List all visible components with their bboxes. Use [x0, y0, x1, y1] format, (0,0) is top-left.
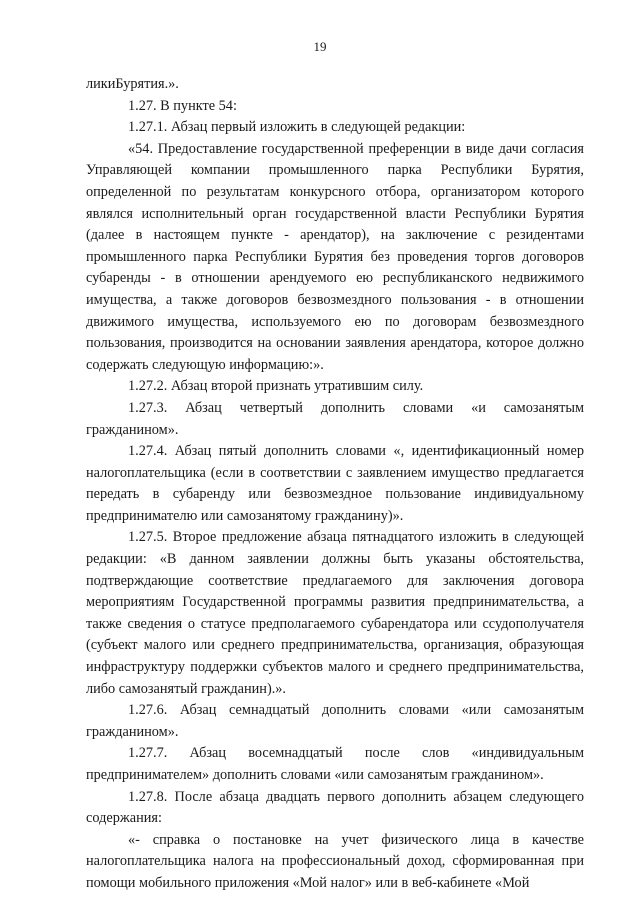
- paragraph-1-27-1: 1.27.1. Абзац первый изложить в следующей редакции:: [128, 119, 466, 136]
- paragraph-1-27-2: 1.27.2. Абзац второй признать утратившим силу.: [128, 378, 424, 395]
- paragraph-continuation: ликиБурятия.».: [86, 76, 179, 92]
- paragraph-quote-54: «54. Предоставление государственной преференции в виде дачи согласия Управляющей компании промышленного парка Республики Бурятия, определенной по результатам конкурсного отбора, организатором которого являлся исполнительный орган государственной власти Республики Бурятия (далее в настоящем пункте - арендатор), на заключение с резидентами промышленного парка Республики Бурятия без проведения торгов договоров субаренды - в отношении арендуемого ею республиканского недвижимого имущества, а также договоров безвозмездного пользования - в отношении движимого имущества, используемого ею по договорам безвозмездного пользования, производится на основании заявления арендатора, которое должно содержать следующую информацию:».: [86, 140, 584, 373]
- paragraph-1-27-5: 1.27.5. Второе предложение абзаца пятнадцатого изложить в следующей редакции: «В данном заявлении должны быть указаны обстоятельства, подтверждающие соответствие предлагаемого для заключения договора мероприятиям Государственной программы развития предпринимательства, а также сведения о статусе предполагаемого субарендатора или ссудополучателя (субъект малого или среднего предпринимательства, организация, образующая инфраструктуру поддержки субъектов малого и среднего предпринимательства, либо самозанятый гражданин).».: [86, 529, 584, 697]
- paragraph-1-27-7: 1.27.7. Абзац восемнадцатый после слов «индивидуальным предпринимателем» дополнить словами «или самозанятым гражданином».: [86, 745, 584, 783]
- paragraph-1-27-6: 1.27.6. Абзац семнадцатый дополнить словами «или самозанятым гражданином».: [86, 702, 584, 740]
- paragraph-quote-certificate: «- справка о постановке на учет физического лица в качестве налогоплательщика налога на профессиональный доход, сформированная при помощи мобильного приложения «Мой налог» или в веб-кабинете «Мой: [86, 831, 584, 891]
- paragraph-1-27-8: 1.27.8. После абзаца двадцать первого дополнить абзацем следующего содержания:: [86, 788, 584, 827]
- page-number: 19: [313, 39, 327, 54]
- paragraph-1-27-4: 1.27.4. Абзац пятый дополнить словами «, идентификационный номер налогоплательщика (если в соответствии с заявлением имущество предлагается передать в субаренду или безвозмездное пользование индивидуальному предпринимателю или самозанятому гражданину)».: [86, 443, 584, 524]
- document-body: [86, 74, 584, 895]
- paragraph-1-27: 1.27. В пункте 54:: [128, 97, 237, 114]
- paragraph-1-27-3: 1.27.3. Абзац четвертый дополнить словами «и самозанятым гражданином».: [86, 399, 584, 438]
